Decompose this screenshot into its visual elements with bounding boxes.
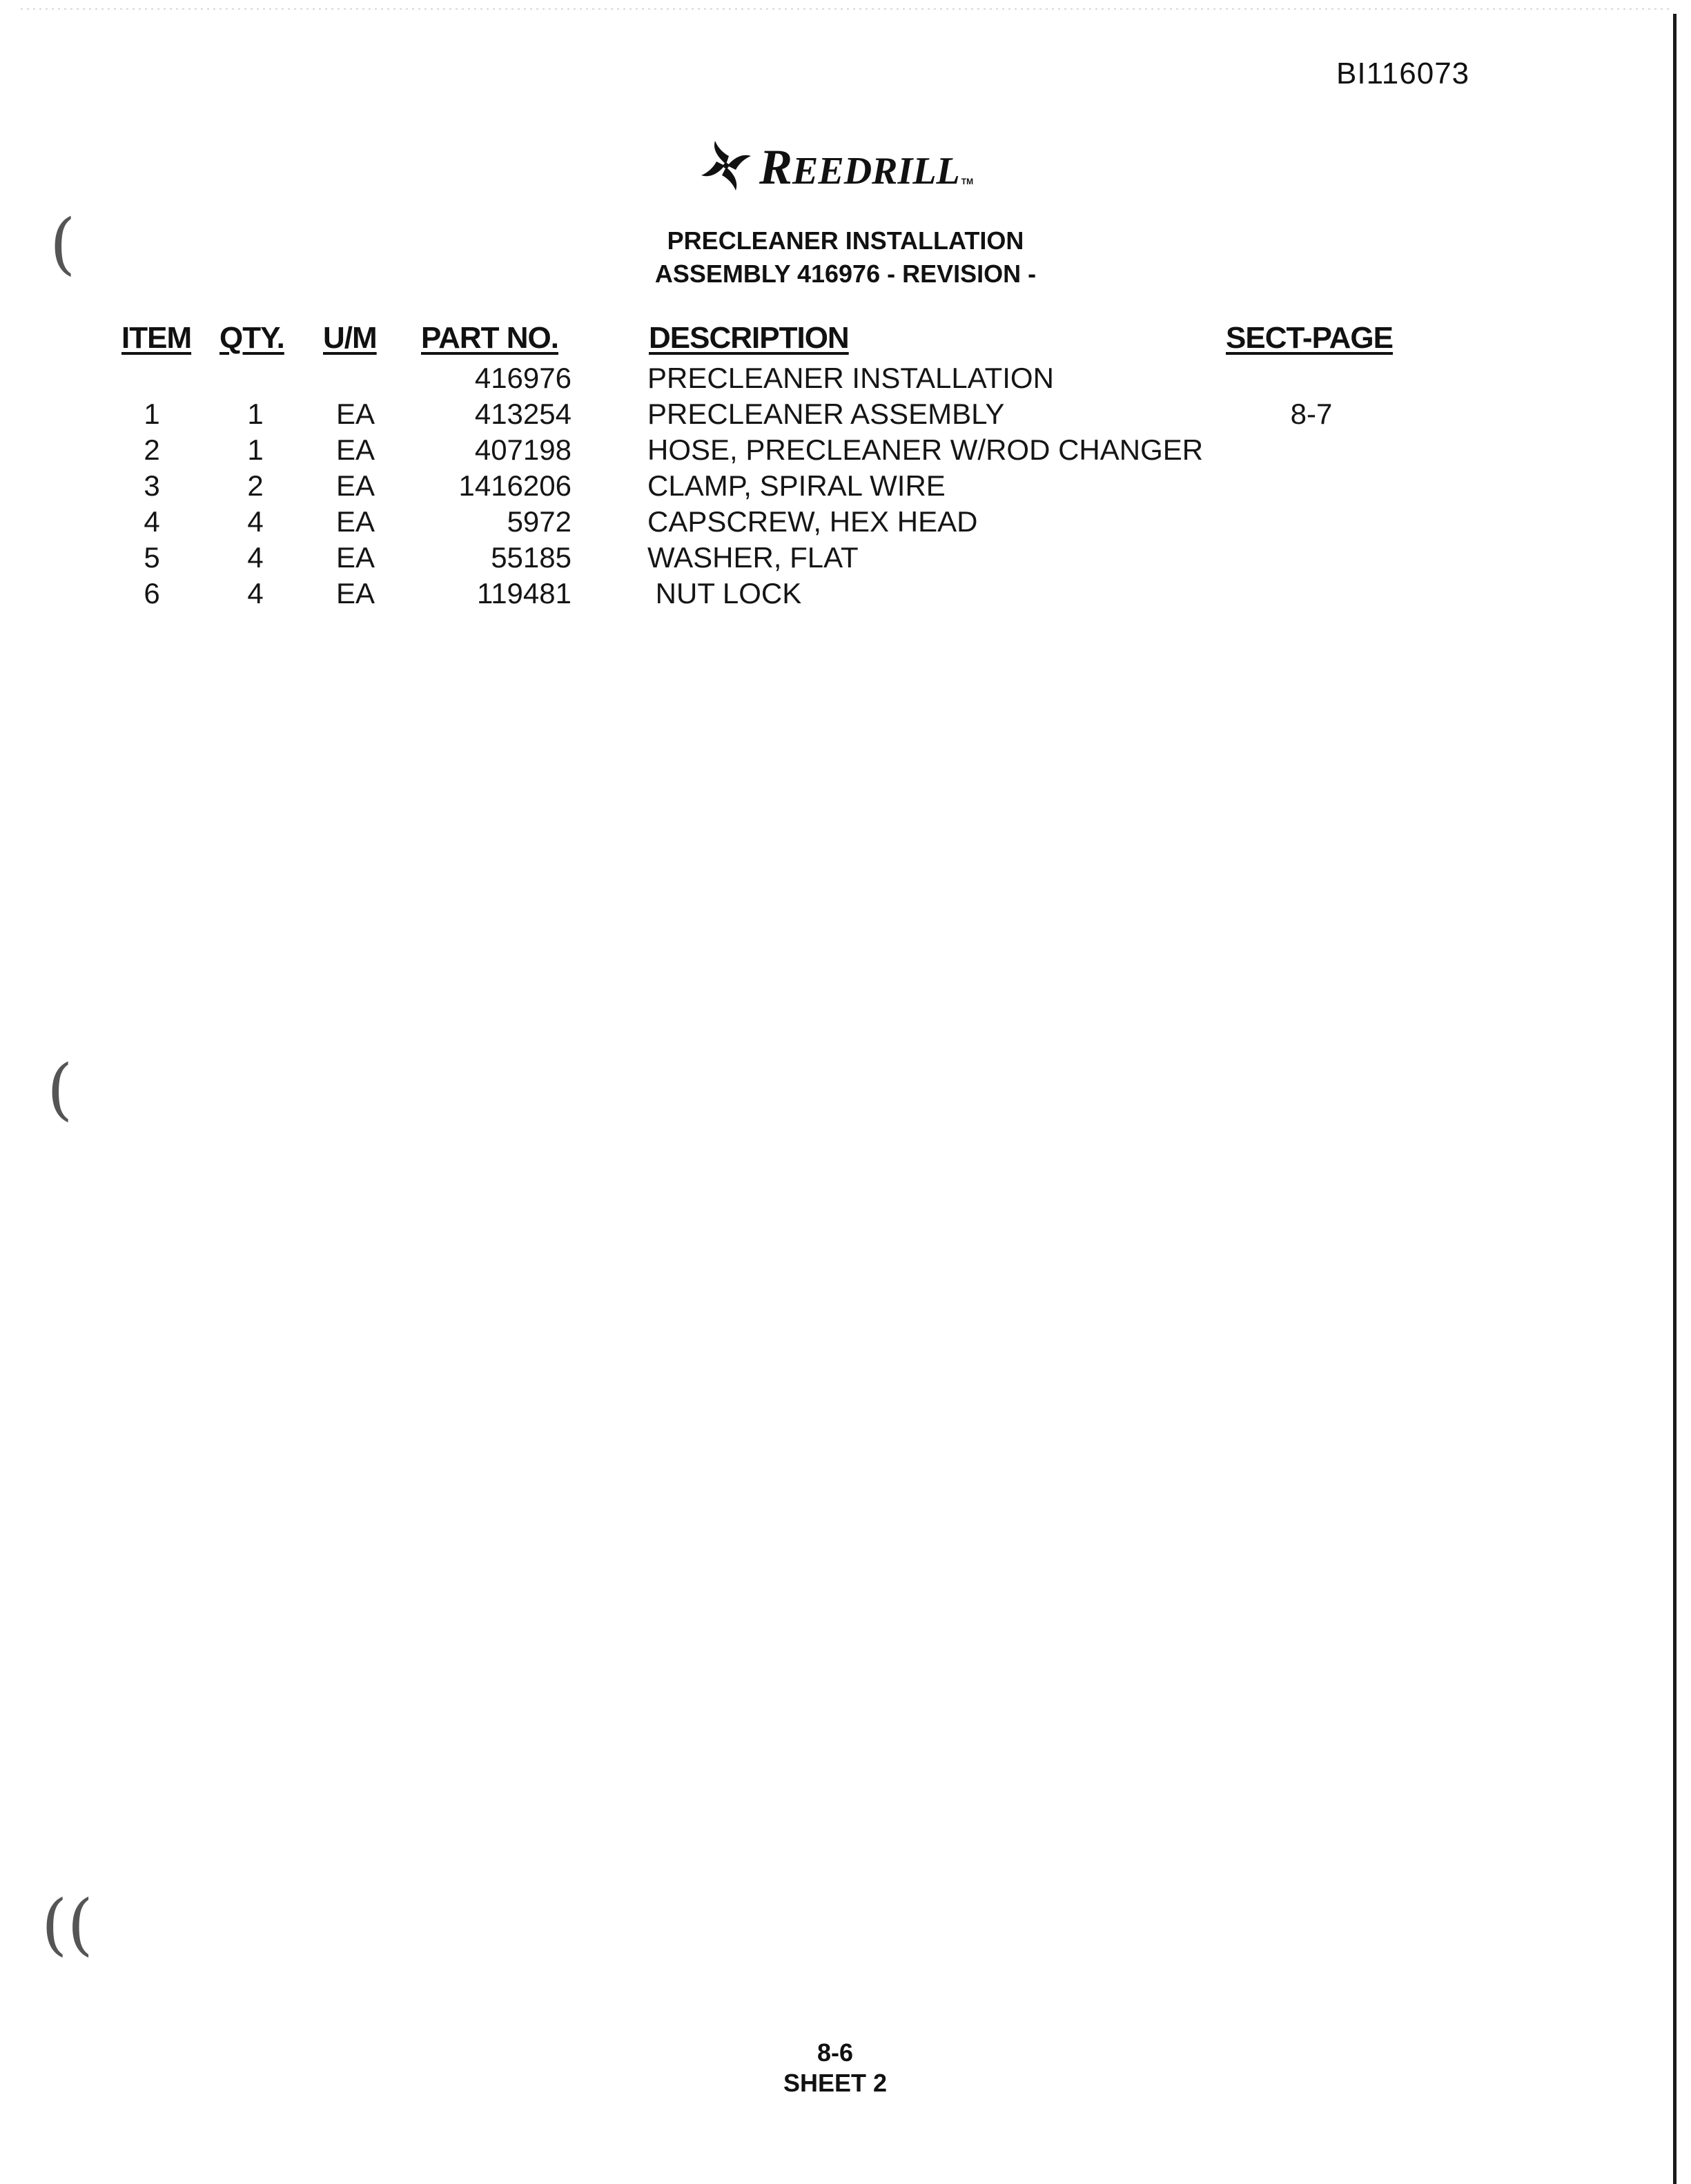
um-cell: EA bbox=[335, 398, 375, 430]
scan-right-edge bbox=[1673, 14, 1677, 2184]
column-header-um: U/M bbox=[323, 321, 377, 355]
reedrill-swirl-logo-icon bbox=[697, 137, 755, 198]
title-line-2: ASSEMBLY 416976 - REVISION - bbox=[654, 260, 1037, 288]
scan-edge-noise bbox=[21, 8, 1670, 10]
part-no-cell: 5972 bbox=[507, 505, 571, 538]
um-cell: EA bbox=[335, 505, 375, 538]
title-line-1: PRECLEANER INSTALLATION bbox=[667, 226, 1024, 255]
um-cell: EA bbox=[335, 577, 375, 610]
item-cell: 3 bbox=[144, 469, 160, 502]
part-no-cell: 413254 bbox=[474, 398, 571, 430]
item-cell: 5 bbox=[144, 541, 160, 574]
description-cell: CAPSCREW, HEX HEAD bbox=[647, 505, 978, 538]
description-cell: PRECLEANER INSTALLATION bbox=[647, 362, 1054, 394]
item-cell: 4 bbox=[144, 505, 160, 538]
binder-hole-mark: ( bbox=[47, 1051, 73, 1128]
binder-hole-mark: (( bbox=[41, 1886, 93, 1963]
item-cell: 6 bbox=[144, 577, 160, 610]
part-no-cell: 407198 bbox=[474, 433, 571, 466]
reedrill-logo bbox=[697, 138, 973, 196]
qty-cell: 4 bbox=[247, 505, 264, 538]
document-title bbox=[655, 224, 1036, 291]
um-cell: EA bbox=[335, 433, 375, 466]
um-cell: EA bbox=[335, 469, 375, 502]
column-header-description: DESCRIPTION bbox=[649, 321, 849, 355]
qty-cell: 2 bbox=[247, 469, 264, 502]
description-cell: HOSE, PRECLEANER W/ROD CHANGER bbox=[647, 433, 1204, 466]
part-no-cell: 55185 bbox=[491, 541, 571, 574]
sect-page-cell: 8-7 bbox=[1290, 398, 1333, 430]
part-no-cell: 416976 bbox=[474, 362, 571, 394]
item-cell: 1 bbox=[144, 398, 160, 430]
column-header-sect-page: SECT-PAGE bbox=[1226, 321, 1394, 355]
um-cell: EA bbox=[335, 541, 375, 574]
qty-cell: 1 bbox=[247, 433, 264, 466]
item-cell: 2 bbox=[144, 433, 160, 466]
sheet-number: SHEET 2 bbox=[783, 2069, 888, 2097]
document-id: BI116073 bbox=[1336, 57, 1470, 90]
qty-cell: 4 bbox=[247, 541, 264, 574]
description-cell: WASHER, FLAT bbox=[647, 541, 859, 574]
reedrill-wordmark: REEDRILL bbox=[759, 139, 960, 195]
qty-cell: 1 bbox=[247, 398, 264, 430]
part-no-cell: 119481 bbox=[476, 577, 571, 610]
qty-cell: 4 bbox=[247, 577, 264, 610]
column-header-item: ITEM bbox=[121, 321, 192, 355]
description-cell: PRECLEANER ASSEMBLY bbox=[647, 398, 1005, 430]
binder-hole-mark: ( bbox=[50, 205, 76, 282]
trademark-symbol: TM bbox=[961, 177, 974, 186]
part-no-cell: 1416206 bbox=[458, 469, 571, 502]
page-footer bbox=[783, 2038, 887, 2098]
description-cell: CLAMP, SPIRAL WIRE bbox=[647, 469, 946, 502]
page-number: 8-6 bbox=[817, 2038, 854, 2067]
column-header-qty: QTY. bbox=[219, 321, 284, 355]
column-header-part-no: PART NO. bbox=[421, 321, 558, 355]
description-cell: NUT LOCK bbox=[647, 577, 802, 610]
